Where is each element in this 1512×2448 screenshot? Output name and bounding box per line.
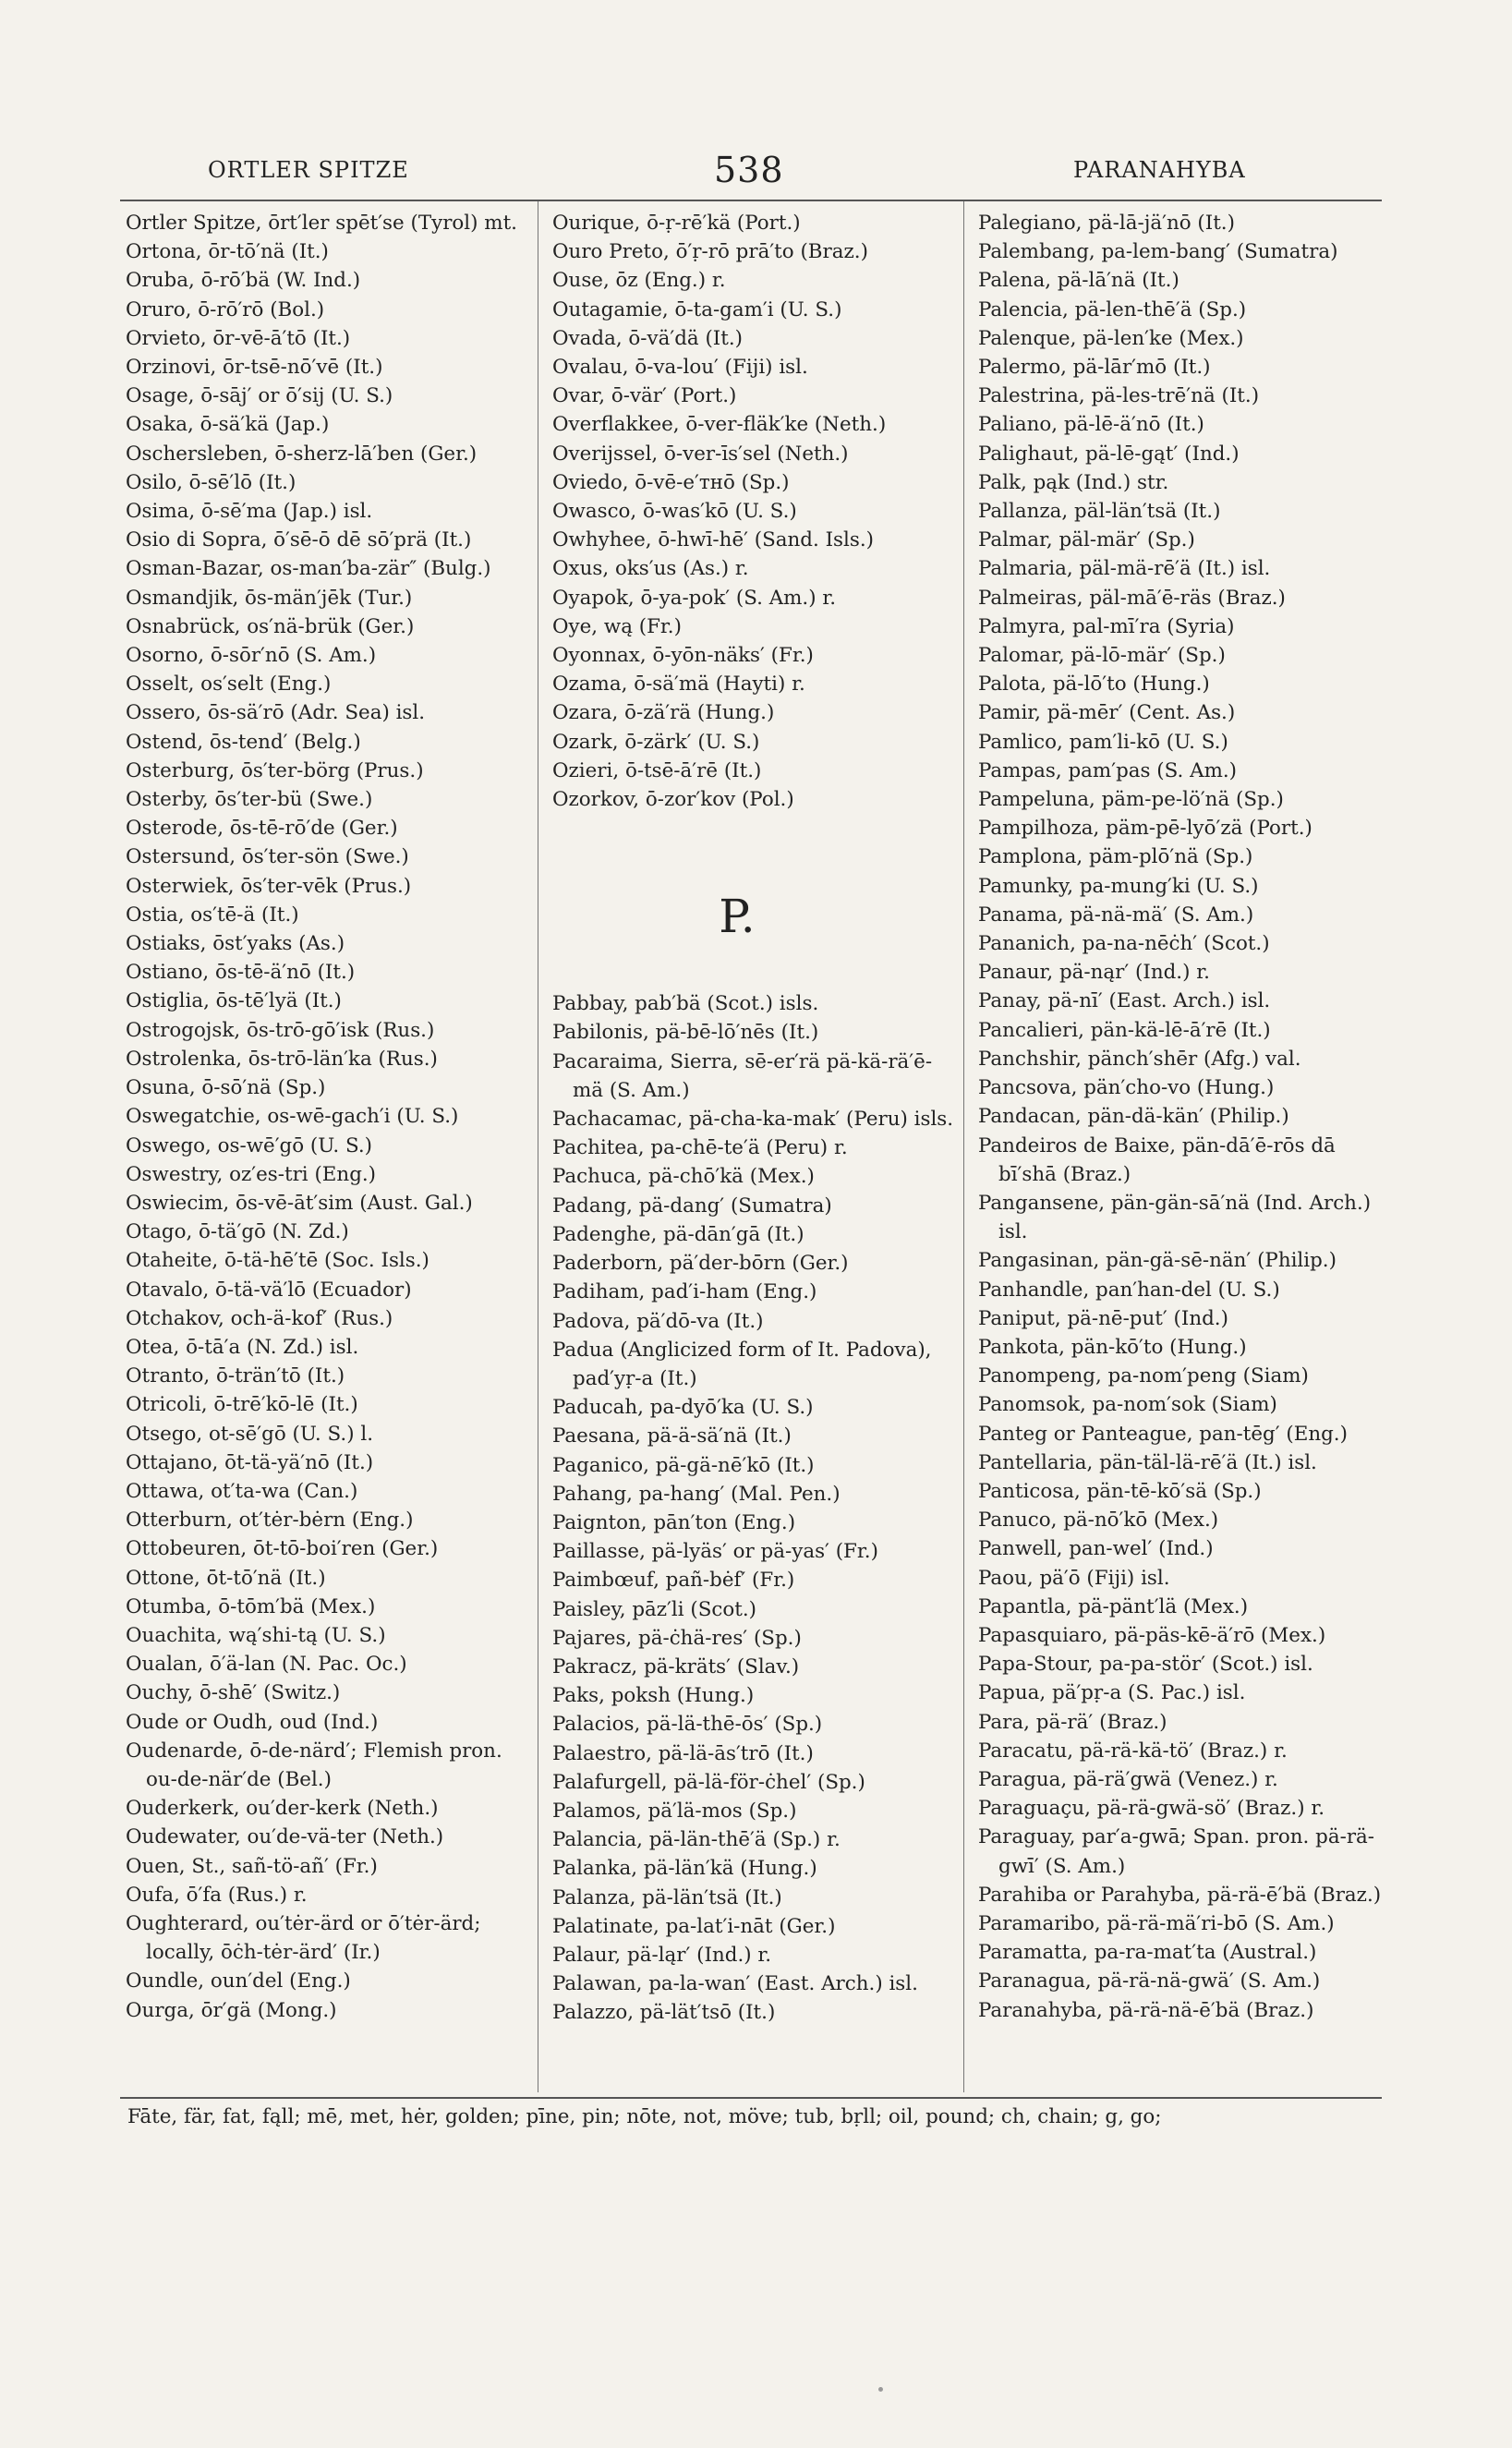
page-number: 538	[714, 150, 784, 190]
gazetteer-entry: Paranahyba, pä-rä-nä-ē′bä (Braz.)	[978, 1998, 1314, 2022]
gazetteer-entry: Osselt, os′selt (Eng.)	[126, 673, 332, 697]
gazetteer-entry: Palancia, pä-län-thē′ä (Sp.) r.	[552, 1828, 841, 1852]
gazetteer-entry: Pandeiros de Baixe, pän-dā′ē-rōs dā bī′shā (Braz.)	[978, 1133, 1336, 1186]
pronunciation-key: Fāte, fär, fat, fąll; mē, met, hėr, golden; pīne, pin; nōte, not, möve; tub, bṛll; oil, pound; ch, chain; g, go;	[127, 2105, 1162, 2128]
gazetteer-entry: Pantellaria, pän-täl-lä-rē′ä (It.) isl.	[978, 1450, 1317, 1474]
gazetteer-entry: Panchshir, pänch′shēr (Afg.) val.	[978, 1047, 1301, 1071]
gazetteer-entry: Pakracz, pä-kräts′ (Slav.)	[552, 1654, 800, 1678]
gazetteer-entry: Padenghe, pä-dān′gā (It.)	[552, 1222, 804, 1246]
gazetteer-entry: Paillasse, pä-lyäs′ or pä-yas′ (Fr.)	[552, 1540, 878, 1564]
gazetteer-entry: Paragua, pä-rä′gwä (Venez.) r.	[978, 1767, 1278, 1791]
gazetteer-entry: Palamos, pä′lä-mos (Sp.)	[552, 1799, 797, 1823]
gazetteer-entry: Panompeng, pa-nom′peng (Siam)	[978, 1364, 1309, 1388]
running-head-right: PARANAHYBA	[1073, 157, 1246, 183]
gazetteer-entry: Oye, wą (Fr.)	[552, 614, 682, 638]
gazetteer-entry: Pananich, pa-na-nēċh′ (Scot.)	[978, 932, 1270, 956]
gazetteer-entry: Otea, ō-tā′a (N. Zd.) isl.	[126, 1335, 359, 1359]
gazetteer-entry: Ourique, ō-ṛ-rē′kä (Port.)	[552, 212, 801, 235]
gazetteer-entry: Paniput, pä-nē-put′ (Ind.)	[978, 1306, 1228, 1330]
gazetteer-entry: Osnabrück, os′nä-brük (Ger.)	[126, 614, 415, 638]
gazetteer-entry: Palawan, pa-la-wan′ (East. Arch.) isl.	[552, 1972, 918, 1996]
gazetteer-entry: Otchakov, och-ä-kof′ (Rus.)	[126, 1306, 393, 1330]
gazetteer-entry: Paignton, pān′ton (Eng.)	[552, 1510, 796, 1534]
gazetteer-entry: Ozorkov, ō-zor′kov (Pol.)	[552, 788, 794, 812]
gazetteer-entry: Panuco, pä-nō′kō (Mex.)	[978, 1509, 1219, 1533]
gazetteer-entry: Paderborn, pä′der-bōrn (Ger.)	[552, 1252, 849, 1276]
gazetteer-entry: Ostia, os′tē-ä (It.)	[126, 903, 299, 927]
gazetteer-entry: Oualan, ō′ä-lan (N. Pac. Oc.)	[126, 1653, 407, 1677]
gazetteer-entry: Panticosa, pän-tē-kō′sä (Sp.)	[978, 1479, 1262, 1503]
gazetteer-entry: Palomar, pä-lō-mär′ (Sp.)	[978, 644, 1226, 668]
gazetteer-entry: Ouderkerk, ou′der-kerk (Neth.)	[126, 1797, 439, 1821]
gazetteer-column-3	[978, 209, 1385, 2025]
gazetteer-entry: Osterode, ōs-tē-rō′de (Ger.)	[126, 817, 398, 841]
gazetteer-entry: Oswego, os-wē′gō (U. S.)	[126, 1133, 372, 1157]
gazetteer-entry: Otago, ō-tä′gō (N. Zd.)	[126, 1220, 349, 1244]
gazetteer-entry: Orzinovi, ōr-tsē-nō′vē (It.)	[126, 356, 383, 380]
gazetteer-entry: Otterburn, ot′tėr-bėrn (Eng.)	[126, 1509, 414, 1533]
gazetteer-entry: Palk, pąk (Ind.) str.	[978, 470, 1169, 494]
gazetteer-entry: Palena, pä-lā′nä (It.)	[978, 269, 1179, 293]
gazetteer-entry: Otavalo, ō-tä-vä′lō (Ecuador)	[126, 1278, 412, 1302]
gazetteer-entry: Palegiano, pä-lā-jä′nō (It.)	[978, 212, 1235, 235]
gazetteer-entry: Osterby, ōs′ter-bü (Swe.)	[126, 788, 373, 812]
gazetteer-entry: Otricoli, ō-trē′kō-lē (It.)	[126, 1393, 358, 1417]
gazetteer-entry: Oudewater, ou′de-vä-ter (Neth.)	[126, 1825, 444, 1849]
gazetteer-entry: Orvieto, ōr-vē-ā′tō (It.)	[126, 326, 351, 350]
gazetteer-entry: Pabbay, pab′bä (Scot.) isls.	[552, 992, 819, 1016]
gazetteer-entry: Panomsok, pa-nom′sok (Siam)	[978, 1393, 1277, 1417]
gazetteer-entry: Paramaribo, pä-rä-mä′ri-bō (S. Am.)	[978, 1911, 1335, 1935]
gazetteer-entry: Pajares, pä-ċhä-res′ (Sp.)	[552, 1626, 802, 1650]
gazetteer-entry: Palanka, pä-län′kä (Hung.)	[552, 1857, 817, 1881]
gazetteer-entry: Papantla, pä-pänt′lä (Mex.)	[978, 1594, 1249, 1618]
gazetteer-entry: Ouro Preto, ō′ṛ-rō prā′to (Braz.)	[552, 240, 868, 264]
gazetteer-entry: Osorno, ō-sōr′nō (S. Am.)	[126, 644, 377, 668]
gazetteer-entry: Oswegatchie, os-wē-gach′i (U. S.)	[126, 1105, 459, 1129]
gazetteer-column-2	[552, 209, 959, 2028]
gazetteer-entry: Pacaraima, Sierra, sē-er′rä pä-kä-rä′ē-mä (S. Am.)	[552, 1049, 933, 1102]
gazetteer-entry: Osaka, ō-sä′kä (Jap.)	[126, 413, 330, 437]
gazetteer-entry: Palencia, pä-len-thē′ä (Sp.)	[978, 297, 1247, 321]
gazetteer-entry: Pallanza, päl-län′tsä (It.)	[978, 500, 1221, 524]
gazetteer-entry: Panaur, pä-nąr′ (Ind.) r.	[978, 961, 1210, 985]
gazetteer-entry: Para, pä-rä′ (Braz.)	[978, 1710, 1167, 1734]
gazetteer-entry: Paranagua, pä-rä-nä-gwä′ (S. Am.)	[978, 1969, 1321, 1994]
gazetteer-entry: Paimbœuf, pañ-bėf′ (Fr.)	[552, 1569, 795, 1593]
gazetteer-entry: Osilo, ō-sē′lō (It.)	[126, 470, 296, 494]
gazetteer-entry: Ossero, ōs-sä′rō (Adr. Sea) isl.	[126, 701, 426, 725]
gazetteer-entry: Owasco, ō-was′kō (U. S.)	[552, 500, 797, 524]
gazetteer-entry: Ovada, ō-vä′dä (It.)	[552, 326, 743, 350]
gazetteer-entry: Parahiba or Parahyba, pä-rä-ē′bä (Braz.)	[978, 1883, 1382, 1907]
gazetteer-entry: Ouse, ōz (Eng.) r.	[552, 269, 726, 293]
bottom-rule	[120, 2097, 1382, 2099]
gazetteer-entry: Ostrolenka, ōs-trō-län′ka (Rus.)	[126, 1047, 438, 1071]
gazetteer-entry: Pachitea, pa-chē-te′ä (Peru) r.	[552, 1136, 848, 1160]
gazetteer-entry: Palatinate, pa-lat′i-nāt (Ger.)	[552, 1914, 836, 1938]
gazetteer-entry: Palacios, pä-lä-thē-ōs′ (Sp.)	[552, 1713, 823, 1737]
section-letter: P.	[719, 890, 756, 944]
gazetteer-entry: Ouachita, wą′shi-tą (U. S.)	[126, 1623, 386, 1647]
gazetteer-entry: Paisley, pāz′li (Scot.)	[552, 1597, 756, 1621]
gazetteer-entry: Pampeluna, päm-pe-lö′nä (Sp.)	[978, 788, 1284, 812]
gazetteer-entry: Oswestry, oz′es-tri (Eng.)	[126, 1162, 377, 1186]
gazetteer-entry: Oswiecim, ōs-vē-āt′sim (Aust. Gal.)	[126, 1191, 473, 1215]
gazetteer-entry: Panama, pä-nä-mä′ (S. Am.)	[978, 903, 1254, 927]
gazetteer-entry: Pandacan, pän-dä-kän′ (Philip.)	[978, 1105, 1289, 1129]
gazetteer-entry: Paraguay, par′a-gwā; Span. pron. pä-rä-gwī′ (S. Am.)	[978, 1825, 1375, 1878]
top-rule	[120, 200, 1382, 201]
running-head-left: ORTLER SPITZE	[208, 157, 409, 183]
gazetteer-entry: Pampilhoza, päm-pē-lyō′zä (Port.)	[978, 817, 1312, 841]
gazetteer-entry: Oyonnax, ō-yōn-näks′ (Fr.)	[552, 644, 814, 668]
gazetteer-entry: Osuna, ō-sō′nä (Sp.)	[126, 1076, 326, 1100]
gazetteer-entry: Papua, pä′pṛ-a (S. Pac.) isl.	[978, 1681, 1246, 1705]
gazetteer-entry: Palota, pä-lō′to (Hung.)	[978, 673, 1210, 697]
column-divider	[963, 201, 964, 2092]
gazetteer-entry: Palmaria, päl-mä-rē′ä (It.) isl.	[978, 557, 1271, 581]
page-speck	[878, 2387, 883, 2392]
gazetteer-entry: Pamplona, päm-plō′nä (Sp.)	[978, 845, 1253, 869]
gazetteer-entry: Pankota, pän-kō′to (Hung.)	[978, 1335, 1247, 1359]
gazetteer-entry: Ostersund, ōs′ter-sön (Swe.)	[126, 845, 409, 869]
gazetteer-entry: Ortler Spitze, ōrt′ler spēt′se (Tyrol) mt.	[126, 212, 517, 235]
gazetteer-entry: Palembang, pa-lem-bang′ (Sumatra)	[978, 240, 1338, 264]
gazetteer-entry: Ozark, ō-zärk′ (U. S.)	[552, 730, 760, 754]
gazetteer-entry: Papasquiaro, pä-päs-kē-ä′rō (Mex.)	[978, 1623, 1326, 1647]
gazetteer-entry: Ouchy, ō-shē′ (Switz.)	[126, 1681, 341, 1705]
gazetteer-entry: Ourga, ōr′gä (Mong.)	[126, 1998, 337, 2022]
gazetteer-entry: Padua (Anglicized form of It. Padova), pad′yṛ-a (It.)	[552, 1338, 932, 1390]
gazetteer-entry: Palighaut, pä-lē-gąt′ (Ind.)	[978, 442, 1240, 466]
gazetteer-entry: Palmyra, pal-mī′ra (Syria)	[978, 614, 1235, 638]
gazetteer-entry: Pamunky, pa-mung′ki (U. S.)	[978, 874, 1259, 898]
gazetteer-entry: Pangasinan, pän-gä-sē-nän′ (Philip.)	[978, 1249, 1337, 1273]
gazetteer-entry: Oviedo, ō-vē-e′ᴛʜō (Sp.)	[552, 470, 790, 494]
gazetteer-entry: Paracatu, pä-rä-kä-tö′ (Braz.) r.	[978, 1739, 1288, 1763]
gazetteer-entry: Palafurgell, pä-lä-för-ċhel′ (Sp.)	[552, 1770, 865, 1794]
gazetteer-entry: Oughterard, ou′tėr-ärd or ō′tėr-ärd; locally, ōċh-tėr-ärd′ (Ir.)	[126, 1911, 481, 1965]
gazetteer-entry: Panay, pä-nī′ (East. Arch.) isl.	[978, 989, 1271, 1013]
gazetteer-entry: Paramatta, pa-ra-mat′ta (Austral.)	[978, 1941, 1317, 1965]
gazetteer-entry: Osio di Sopra, ō′sē-ō dē sō′prä (It.)	[126, 528, 472, 552]
gazetteer-entry: Otaheite, ō-tä-hē′tē (Soc. Isls.)	[126, 1249, 429, 1273]
gazetteer-entry: Oude or Oudh, oud (Ind.)	[126, 1710, 379, 1734]
gazetteer-entry: Pampas, pam′pas (S. Am.)	[978, 758, 1238, 782]
gazetteer-entry: Paraguaçu, pä-rä-gwä-sö′ (Braz.) r.	[978, 1797, 1325, 1821]
gazetteer-entry: Ottajano, ōt-tä-yä′nō (It.)	[126, 1450, 374, 1474]
gazetteer-entry: Otranto, ō-trän′tō (It.)	[126, 1364, 345, 1388]
gazetteer-entry: Palmar, päl-mär′ (Sp.)	[978, 528, 1195, 552]
gazetteer-entry: Padiham, pad′i-ham (Eng.)	[552, 1280, 817, 1304]
gazetteer-entry: Owhyhee, ō-hwī-hē′ (Sand. Isls.)	[552, 528, 874, 552]
gazetteer-entry: Ozara, ō-zä′rä (Hung.)	[552, 701, 775, 725]
gazetteer-entry: Osage, ō-sāj′ or ō′sij (U. S.)	[126, 384, 393, 408]
gazetteer-entry: Padova, pä′dō-va (It.)	[552, 1309, 764, 1333]
gazetteer-entry: Overijssel, ō-ver-īs′sel (Neth.)	[552, 442, 849, 466]
gazetteer-entry: Pachuca, pä-chō′kä (Mex.)	[552, 1165, 815, 1189]
gazetteer-entry: Osterburg, ōs′ter-börg (Prus.)	[126, 758, 424, 782]
gazetteer-entry: Palaestro, pä-lä-ās′trō (It.)	[552, 1741, 814, 1765]
gazetteer-entry: Palaur, pä-ląr′ (Ind.) r.	[552, 1943, 772, 1967]
gazetteer-entry: Oyapok, ō-ya-pok′ (S. Am.) r.	[552, 586, 837, 610]
gazetteer-entry: Ovalau, ō-va-lou′ (Fiji) isl.	[552, 356, 808, 380]
gazetteer-entry: Ostend, ōs-tend′ (Belg.)	[126, 730, 361, 754]
gazetteer-entry: Panhandle, pan′han-del (U. S.)	[978, 1278, 1280, 1302]
gazetteer-entry: Papa-Stour, pa-pa-stör′ (Scot.) isl.	[978, 1653, 1313, 1677]
gazetteer-entry: Oruba, ō-rō′bä (W. Ind.)	[126, 269, 361, 293]
gazetteer-entry: Pancalieri, pän-kä-lē-ā′rē (It.)	[978, 1018, 1271, 1042]
gazetteer-entry: Ostiaks, ōst′yaks (As.)	[126, 932, 345, 956]
gazetteer-column-1	[126, 209, 532, 2025]
gazetteer-entry: Oundle, oun′del (Eng.)	[126, 1969, 351, 1994]
gazetteer-entry: Ostiglia, ōs-tē′lyä (It.)	[126, 989, 342, 1013]
gazetteer-entry: Paganico, pä-gä-nē′kō (It.)	[552, 1453, 815, 1477]
gazetteer-entry: Oruro, ō-rō′rō (Bol.)	[126, 297, 325, 321]
gazetteer-entry: Pahang, pa-hang′ (Mal. Pen.)	[552, 1482, 841, 1506]
gazetteer-entry: Paducah, pa-dyō′ka (U. S.)	[552, 1396, 814, 1420]
gazetteer-entry: Ottone, ōt-tō′nä (It.)	[126, 1566, 326, 1590]
gazetteer-entry: Otsego, ot-sē′gō (U. S.) l.	[126, 1422, 373, 1446]
gazetteer-entry: Palmeiras, päl-mā′ē-räs (Braz.)	[978, 586, 1286, 610]
gazetteer-entry: Oudenarde, ō-de-närd′; Flemish pron. ou-de-när′de (Bel.)	[126, 1739, 502, 1791]
gazetteer-entry: Paou, pä′ō (Fiji) isl.	[978, 1566, 1170, 1590]
gazetteer-entry: Pabilonis, pä-bē-lō′nēs (It.)	[552, 1021, 819, 1045]
gazetteer-entry: Palanza, pä-län′tsä (It.)	[552, 1885, 782, 1909]
gazetteer-entry: Osmandjik, ōs-män′jēk (Tur.)	[126, 586, 413, 610]
gazetteer-entry: Osterwiek, ōs′ter-vēk (Prus.)	[126, 874, 412, 898]
page-header	[0, 150, 1512, 196]
gazetteer-entry: Pamlico, pam′li-kō (U. S.)	[978, 730, 1228, 754]
gazetteer-entry: Oufa, ō′fa (Rus.) r.	[126, 1883, 308, 1907]
gazetteer-entry: Panteg or Panteague, pan-tēg′ (Eng.)	[978, 1422, 1348, 1446]
gazetteer-entry: Ottobeuren, ōt-tō-boi′ren (Ger.)	[126, 1537, 439, 1561]
gazetteer-entry: Ovar, ō-vär′ (Port.)	[552, 384, 737, 408]
gazetteer-entry: Paliano, pä-lē-ä′nō (It.)	[978, 413, 1204, 437]
gazetteer-entry: Pamir, pä-mēr′ (Cent. As.)	[978, 701, 1236, 725]
gazetteer-entry: Paesana, pä-ä-sä′nä (It.)	[552, 1424, 792, 1448]
gazetteer-entry: Pangansene, pän-gän-sā′nä (Ind. Arch.) isl.	[978, 1191, 1372, 1244]
gazetteer-entry: Ouen, St., sañ-tö-añ′ (Fr.)	[126, 1854, 378, 1878]
gazetteer-entry: Oxus, oks′us (As.) r.	[552, 557, 749, 581]
gazetteer-entry: Ottawa, ot′ta-wa (Can.)	[126, 1479, 358, 1503]
gazetteer-entry: Paks, poksh (Hung.)	[552, 1684, 755, 1708]
gazetteer-entry: Ostrogojsk, ōs-trō-gō′isk (Rus.)	[126, 1018, 435, 1042]
gazetteer-entry: Outagamie, ō-ta-gam′i (U. S.)	[552, 297, 842, 321]
gazetteer-entry: Otumba, ō-tōm′bä (Mex.)	[126, 1594, 376, 1618]
gazetteer-entry: Overflakkee, ō-ver-fläk′ke (Neth.)	[552, 413, 887, 437]
gazetteer-entry: Padang, pä-dang′ (Sumatra)	[552, 1194, 832, 1218]
gazetteer-entry: Ozama, ō-sä′mä (Hayti) r.	[552, 673, 805, 697]
gazetteer-entry: Oschersleben, ō-sherz-lā′ben (Ger.)	[126, 442, 478, 466]
gazetteer-entry: Osima, ō-sē′ma (Jap.) isl.	[126, 500, 373, 524]
gazetteer-entry: Ostiano, ōs-tē-ä′nō (It.)	[126, 961, 356, 985]
gazetteer-entry: Pachacamac, pä-cha-ka-mak′ (Peru) isls.	[552, 1108, 954, 1132]
gazetteer-entry: Pancsova, pän′cho-vo (Hung.)	[978, 1076, 1275, 1100]
gazetteer-entry: Ozieri, ō-tsē-ā′rē (It.)	[552, 758, 762, 782]
gazetteer-entry: Osman-Bazar, os-man′ba-zär″ (Bulg.)	[126, 557, 491, 581]
gazetteer-entry: Palazzo, pä-lät′tsō (It.)	[552, 2001, 776, 2025]
gazetteer-entry: Ortona, ōr-tō′nä (It.)	[126, 240, 329, 264]
gazetteer-entry: Palenque, pä-len′ke (Mex.)	[978, 326, 1244, 350]
gazetteer-entry: Palestrina, pä-les-trē′nä (It.)	[978, 384, 1260, 408]
gazetteer-entry: Panwell, pan-wel′ (Ind.)	[978, 1537, 1214, 1561]
gazetteer-entry: Palermo, pä-lār′mō (It.)	[978, 356, 1211, 380]
